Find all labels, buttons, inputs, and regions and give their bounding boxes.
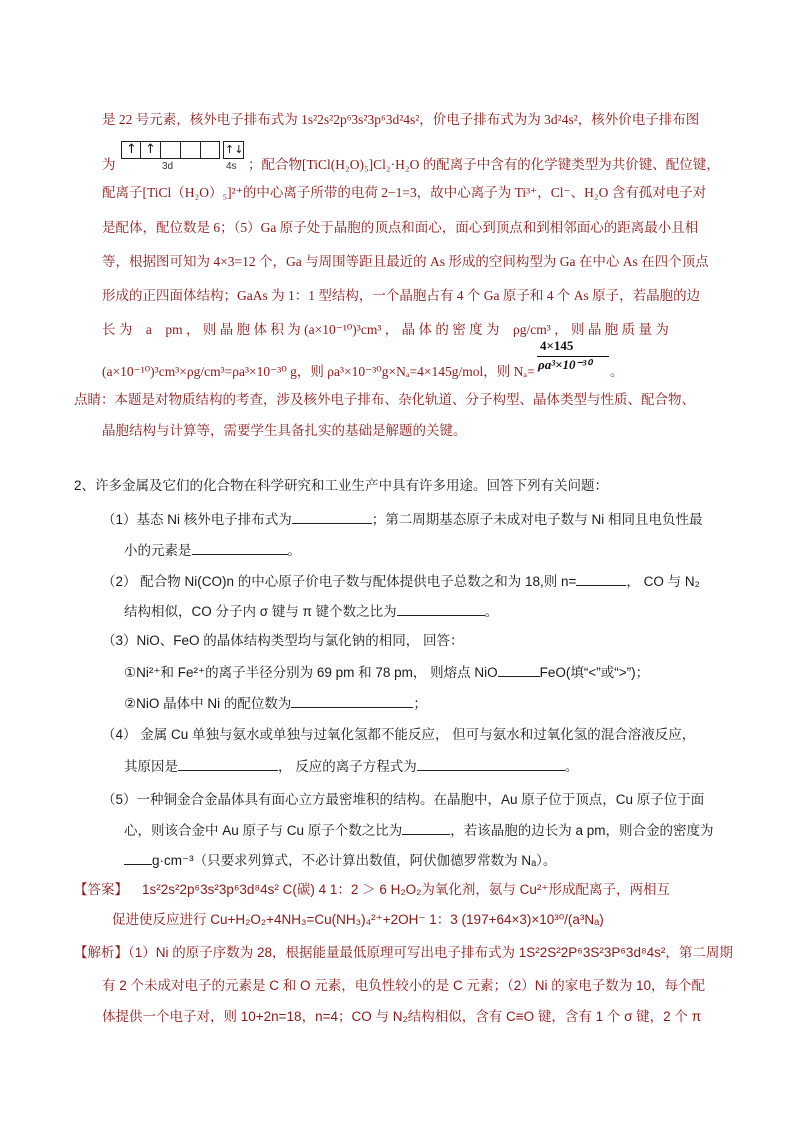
question-part-4-cont	[124, 756, 578, 777]
q3b-text-a: ②NiO 晶体中 Ni 的配位数为	[124, 696, 292, 711]
q4-text-c: ， 反应的离子方程式为	[278, 759, 417, 774]
question-part-4: （4） 金属 Cu 单独与氨水或单独与过氧化氢都不能反应， 但可与氨水和过氧化氢的混合溶液反应，	[102, 727, 696, 742]
fraction-denominator: ρa³×10⁻³⁰	[538, 357, 592, 372]
q1-blank-1	[292, 509, 372, 524]
question-part-5-end	[124, 850, 556, 871]
orbital-arrow-up: ↑	[126, 142, 137, 157]
question-part-3: （3）NiO、FeO 的晶体结构类型均与氯化钠的相同， 回答：	[102, 633, 464, 648]
q4-blank-1	[178, 756, 278, 771]
question-part-1-cont	[124, 540, 301, 561]
q2-blank-2	[397, 601, 485, 616]
q1-text-a: （1）基态 Ni 核外电子排布式为	[102, 512, 292, 527]
answer-line-2: 促进使反应进行 Cu+H₂O₂+4NH₃=Cu(NH₃)₄²⁺+2OH⁻ 1：3 (197+64×3)×10³⁰/(a³Nₐ)	[112, 912, 604, 927]
analysis-line-3: 体提供一个电子对，则 10+2n=18，n=4；CO 与 N₂结构相似，含有 C≡O 键，含有 1 个 σ 键，2 个 π	[102, 1009, 702, 1024]
question-part-3b	[124, 693, 427, 714]
answer-text-1: 1s²2s²2p⁶3s²3p⁶3d⁸4s² C(碳) 4 1：2 ＞ 6 H₂O₂为氧化剂，氨与 Cu²⁺形成配离子，两相互	[142, 882, 671, 897]
analysis-line-1	[74, 943, 733, 963]
question-part-2-cont	[124, 601, 498, 622]
analysis-line-2: 有 2 个未成对电子的元素是 C 和 O 元素，电负性较小的是 C 元素；（2）Ni 的家电子数为 10，每个配	[102, 978, 706, 993]
fraction-numerator: 4×145	[540, 338, 574, 353]
analysis-label: 【解析】	[74, 945, 128, 960]
q3b-blank	[291, 693, 413, 708]
question-part-2	[102, 571, 700, 592]
orbital-arrow-up: ↑	[145, 142, 156, 157]
answer-line-1	[74, 880, 670, 900]
solution-line-4: 是配体，配位数是 6；（5）Ga 原子处于晶胞的顶点和面心，面心到顶点和到相邻面心的距离最小且相	[102, 220, 699, 235]
q3a-text-a: ①Ni²⁺和 Fe²⁺的离子半径分别为 69 pm 和 78 pm， 则熔点 NiO	[124, 665, 498, 680]
solution-line-8: (a×10⁻¹⁰)³cm³×ρg/cm³=ρa³×10⁻³⁰ g，则 ρa³×10⁻³⁰g×Nₐ=4×145g/mol，则 Nₐ=	[102, 364, 535, 379]
solution-line-7: 长 为 a pm ， 则 晶 胞 体 积 为 (a×10⁻¹⁰)³cm³ ， 晶 体 的 密 度 为 ρg/cm³ ， 则 晶 胞 质 量 为	[102, 322, 669, 337]
question-part-5-cont	[124, 820, 714, 841]
q2-blank-1	[576, 571, 626, 586]
solution-line-2-prefix: 为	[102, 157, 116, 172]
q1-text-c: 小的元素是	[124, 543, 192, 558]
q1-text-d: 。	[287, 543, 301, 558]
q4-text-b: 其原因是	[124, 759, 178, 774]
q3a-text-b: FeO(填“<”或“>”)；	[539, 665, 650, 680]
q2-text-c: 结构相似，CO 分子内 σ 键与 π 键个数之比为	[124, 604, 397, 619]
orbital-label-4s: 4s	[226, 161, 237, 172]
question-part-1	[102, 509, 703, 530]
q5-text-c: ，若该晶胞的边长为 a pm，则合金的密度为	[450, 823, 714, 838]
q4-blank-2	[417, 756, 565, 771]
q1-text-b: ；第二周期基态原子未成对电子数与 Ni 相同且电负性最	[371, 512, 703, 527]
q5-text-d: g·cm⁻³（只要求列算式，不必计算出数值，阿伏伽德罗常数为 Nₐ）。	[152, 853, 557, 868]
solution-line-2: ；配合物[TiCl(H₂O)₅]Cl₂·H₂O 的配离子中含有的化学键类型为共价键、配位键，	[248, 157, 720, 172]
q1-blank-2	[192, 540, 288, 555]
q5-blank-1	[402, 820, 450, 835]
answer-label: 【答案】	[74, 882, 128, 897]
q2-text-b: ， CO 与 N₂	[626, 574, 700, 589]
q4-text-d: 。	[564, 759, 579, 774]
orbital-divider	[160, 141, 181, 159]
orbital-arrow-pair: ↑↓	[225, 143, 244, 156]
solution-line-8-end: 。	[610, 364, 624, 379]
q2-text-a: （2） 配合物 Ni(CO)n 的中心原子价电子数与配体提供电子总数之和为 18,则 n=	[102, 574, 577, 589]
solution-line-5: 等，根据图可知为 4×3=12 个，Ga 与周围等距且最近的 As 形成的空间构型为 Ga 在中心 As 在四个顶点	[102, 254, 709, 269]
solution-line-1: 是 22 号元素，核外电子排布式为 1s²2s²2p⁶3s²3p⁶3d²4s²，价电子排布式为为 3d²4s²，核外价电子排布图	[102, 112, 700, 127]
note-line-1: 点睛：本题是对物质结构的考查，涉及核外电子排布、杂化轨道、分子构型、晶体类型与性质、配合物、	[74, 392, 695, 407]
orbital-divider	[200, 141, 221, 159]
note-line-2: 晶胞结构与计算等，需要学生具备扎实的基础是解题的关键。	[102, 423, 467, 438]
q2-text-d: 。	[484, 604, 499, 619]
question-part-3a	[124, 662, 649, 683]
orbital-divider	[180, 141, 201, 159]
question-part-5: （5）一种铜金合金晶体具有面心立方最密堆积的结构。在晶胞中，Au 原子位于顶点，Cu 原子位于面	[102, 792, 705, 807]
orbital-label-3d: 3d	[162, 161, 174, 172]
analysis-text-1: （1）Ni 的原子序数为 28，根据能量最低原理可写出电子排布式为 1S²2S²2P⁶3S²3P⁶3d⁸4s²，第二周期	[128, 945, 733, 960]
solution-line-6: 形成的正四面体结构；GaAs 为 1：1 型结构，一个晶胞占有 4 个 Ga 原子和 4 个 As 原子，若晶胞的边	[102, 288, 701, 303]
question-title: 2、许多金属及它们的化合物在科学研究和工业生产中具有许多用途。回答下列有关问题：	[74, 478, 609, 493]
q5-text-b: 心，则该合金中 Au 原子与 Cu 原子个数之比为	[124, 823, 403, 838]
q3a-blank	[498, 662, 540, 677]
solution-line-3: 配离子[TiCl（H₂O）₅]²⁺的中心离子所带的电荷 2−1=3，故中心离子为 Ti³⁺，Cl⁻、H₂O 含有孤对电子对	[102, 185, 707, 200]
q5-blank-2	[124, 850, 152, 865]
q3b-text-b: ；	[413, 696, 427, 711]
